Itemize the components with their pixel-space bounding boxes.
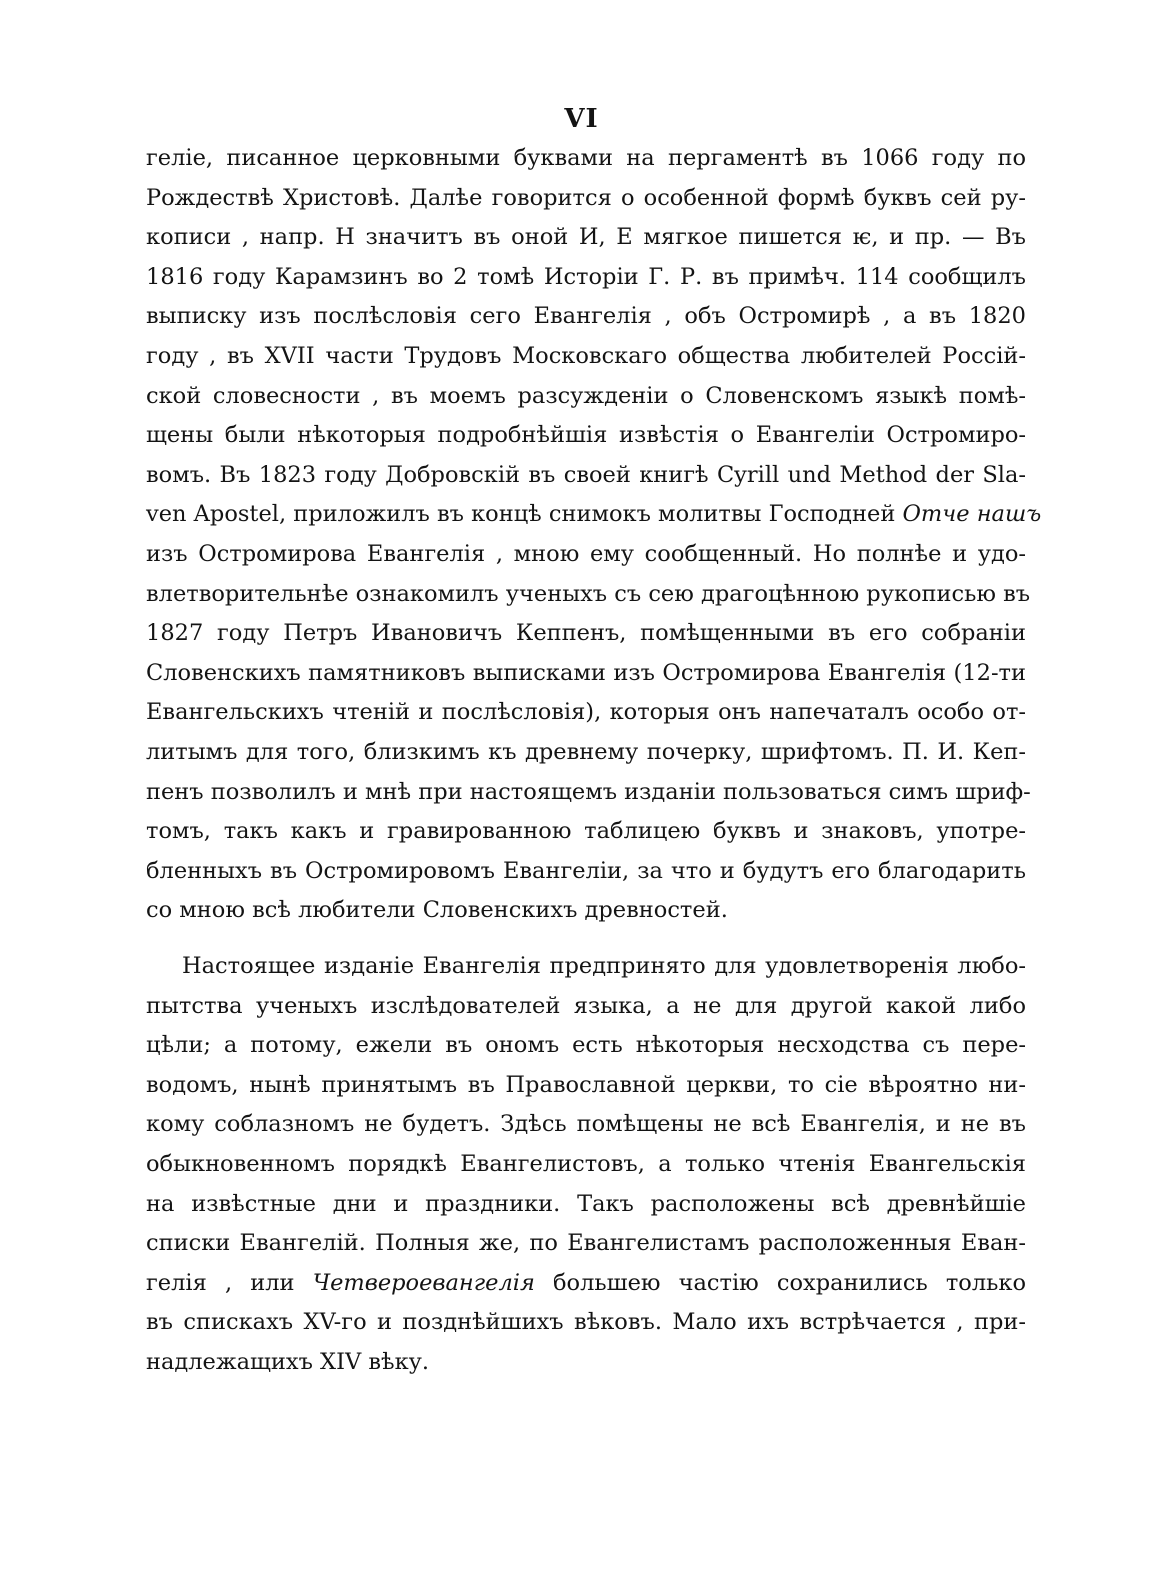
text-line (146, 693, 1026, 733)
text-line (146, 416, 1026, 456)
italic-text-segment: Четвероевангелія (312, 1269, 535, 1296)
text-segment: вомъ. Въ 1823 году Добровскій въ своей книгѣ Cyrill und Method der Sla- (146, 461, 1026, 488)
text-segment: кому соблазномъ не будетъ. Здѣсь помѣщены не всѣ Евангелія, и не въ (146, 1111, 1026, 1138)
text-line (146, 1145, 1026, 1185)
text-line (146, 1224, 1026, 1264)
text-segment: пенъ позволилъ и мнѣ при настоящемъ изданіи пользоваться симъ шриф- (146, 778, 1031, 805)
text-line (146, 297, 1026, 337)
text-segment: Словенскихъ памятниковъ выписками изъ Остромирова Евангелія (12-ти (146, 659, 1026, 686)
page-number: VI (564, 104, 599, 134)
text-segment: 1827 году Петръ Ивановичъ Кеппенъ, помѣщенными въ его собраніи (146, 620, 1026, 647)
text-segment: изъ Остромирова Евангелія , мною ему сообщенный. Но полнѣе и удо- (146, 540, 1026, 567)
text-segment: кописи , напр. Н значитъ въ оной И, Е мягкое пишется ѥ, и пр. — Въ (146, 224, 1026, 251)
text-line (146, 1066, 1026, 1106)
text-segment: ской словесности , въ моемъ разсужденіи о Словенскомъ языкѣ помѣ- (146, 382, 1026, 409)
text-segment: со мною всѣ любители Словенскихъ древностей. (146, 897, 728, 924)
text-line (146, 891, 1026, 931)
text-line (146, 495, 1042, 535)
text-line (146, 1185, 1026, 1225)
paragraph-1 (146, 139, 1042, 931)
text-line (146, 139, 1026, 179)
text-segment: 1816 году Карамзинъ во 2 томѣ Исторіи Г. Р. въ примѣч. 114 сообщилъ (146, 263, 1026, 290)
text-segment: гелія , или (146, 1269, 313, 1296)
text-segment: Евангельскихъ чтеній и послѣсловія), которыя онъ напечаталъ особо от- (146, 699, 1026, 726)
text-segment: бленныхъ въ Остромировомъ Евангеліи, за что и будутъ его благодарить (146, 857, 1026, 884)
text-segment: цѣли; а потому, ежели въ ономъ есть нѣкоторыя несходства съ пере- (146, 1032, 1026, 1059)
text-line (146, 614, 1026, 654)
text-segment: водомъ, нынѣ принятымъ въ Православной церкви, то сіе вѣроятно ни- (146, 1071, 1026, 1098)
text-line (146, 1303, 1026, 1343)
text-line (146, 535, 1026, 575)
text-segment: Настоящее изданіе Евангелія предпринято для удовлетворенія любо- (182, 953, 1026, 979)
text-segment: томъ, такъ какъ и гравированною таблицею буквъ и знаковъ, употре- (146, 818, 1026, 845)
text-segment: въ спискахъ XV-го и позднѣйшихъ вѣковъ. Мало ихъ встрѣчается , при- (146, 1309, 1026, 1336)
paragraph-2 (146, 947, 1026, 1383)
text-line (146, 987, 1026, 1027)
text-segment: большею частію сохранились только (534, 1269, 1026, 1296)
text-line (146, 1105, 1026, 1145)
text-line (146, 179, 1026, 219)
text-line (146, 852, 1026, 892)
text-segment: Рождествѣ Христовѣ. Далѣе говорится о особенной формѣ буквъ сей ру- (146, 184, 1026, 211)
text-line (146, 456, 1026, 496)
text-line (146, 218, 1026, 258)
italic-text-segment: Отче нашъ (902, 501, 1042, 528)
text-line (146, 1264, 1026, 1304)
text-line (146, 575, 1031, 615)
text-segment: ven Apostel, приложилъ въ концѣ снимокъ молитвы Господней (146, 501, 903, 528)
text-line (146, 733, 1026, 773)
text-line (146, 258, 1026, 298)
text-line (146, 377, 1026, 417)
text-segment: обыкновенномъ порядкѣ Евангелистовъ, а только чтенія Евангельскія (146, 1150, 1026, 1177)
text-segment: списки Евангелій. Полныя же, по Евангелистамъ расположенныя Еван- (146, 1230, 1026, 1257)
text-segment: на извѣстные дни и праздники. Такъ расположены всѣ древнѣйшіе (146, 1190, 1026, 1217)
text-line (146, 773, 1031, 813)
text-segment: влетворительнѣе ознакомилъ ученыхъ съ сею драгоцѣнною рукописью въ (146, 580, 1031, 607)
text-segment: щены были нѣкоторыя подробнѣйшія извѣстія о Евангеліи Остромиро- (146, 422, 1026, 449)
text-line (146, 947, 1026, 987)
text-segment: геліе, писанное церковными буквами на пергаментѣ въ 1066 году по (146, 145, 1026, 171)
text-line (146, 1026, 1026, 1066)
text-segment: надлежащихъ XIV вѣку. (146, 1348, 430, 1375)
text-segment: выписку изъ послѣсловія сего Евангелія , объ Остромирѣ , а въ 1820 (146, 303, 1026, 330)
text-segment: году , въ XVII части Трудовъ Московскаго общества любителей Россій- (146, 342, 1026, 369)
text-line (146, 1343, 1026, 1383)
text-line (146, 337, 1026, 377)
text-line (146, 812, 1026, 852)
text-line (146, 654, 1026, 694)
text-segment: литымъ для того, близкимъ къ древнему почерку, шрифтомъ. П. И. Кеп- (146, 738, 1026, 765)
text-segment: пытства ученыхъ изслѣдователей языка, а не для другой какой либо (146, 992, 1026, 1019)
